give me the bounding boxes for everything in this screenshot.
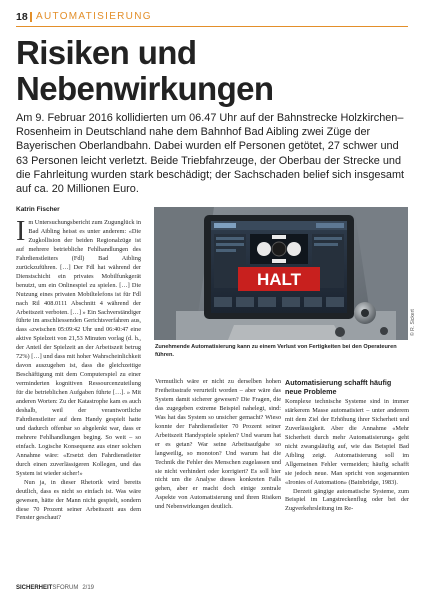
signal-light-icon — [272, 242, 286, 256]
body-paragraph: m Untersuchungsbericht zum Zugunglück in Bad Aibling heisst es unter anderem: «Die Zugkollision der beiden Regionalzüge ist auf mehrere betriebliche Fehlhandlungen des Fahrdienstleiters (Fdl) Bad Aibling zurückzuführen. […] Der Fdl hat während der Dienstschicht ein privates Mobilfunkgerät benutzt, um ein Onlinespiel zu spielen. […] Die Nutzung eines privaten Mobiltelefons ist für Fdl nach Ril 408.0111 Abschnitt 4 während der Arbeitszeit verboten. […] » Ein Sachverständiger führte im anschliessenden Gerichtsverfahren aus, dass «zwischen 05:09:42 Uhr und 06:40:47 eine aktive Spielzeit von 21,53 Minuten vorlag (d. h., der Anteil der Spielzeit an der Arbeitszeit betrug 72%) […] und dass mit hoher Wahrscheinlichkeit davon auszugehen ist, dass die gleichzeitige Beschäftigung mit dem Computerspiel zu einer verminderten kognitiven Ressourcenzuteilung für die betrieblichen Aufgaben führte […]. » Mit anderen Worten: Zu der Katastrophe kam es auch deshalb, weil der verantwortliche Fahrdienstleiter auf dem Handy gespielt hatte und dadurch offenbar so abgelenkt war, dass er mehrere Fehlhandlungen beging. So weit – so einfach. Logische Konsequenz aus einer solchen Annahme wäre: «Ersetzt den Fahrdienstleiter durch einen zuverlässigeren Kollegen, und das System ist wieder sicher!» — [16, 219, 141, 477]
page-number: 18 — [16, 11, 28, 23]
issue-number: 2/19 — [82, 585, 95, 591]
body-column-2 — [155, 378, 281, 512]
body-paragraph: Nun ja, in dieser Rhetorik wird bereits deutlich, dass es nicht so einfach ist. Was wäre gewesen, hätte der Mann nicht gespielt, sondern diese 70 Prozent seiner Arbeitszeit aus dem Fenster geschaut? — [16, 478, 141, 522]
article-title — [16, 35, 273, 107]
body-paragraph: Derzeit gängige automatische Systeme, zum Beispiel im Langstreckenflug oder bei der Zugverkehrsleitung im Re- — [285, 487, 409, 513]
halt-text: HALT — [256, 270, 302, 289]
body-paragraph: Vermutlich wäre er nicht zu derselben hohen Freiheitsstrafe verurteilt worden – aber wäre das System damit sicherer gewesen? Die Fragen, die das zugegeben extreme Beispiel nahelegt, sind: Was hat das System so unsicher gemacht? Wieso konnte der Fahrdienstleiter 70 Prozent seiner Arbeitszeit Handyspiele spielen? Und warum hat er es getan? War seine Arbeitsaufgabe so langweilig, so monoton? Und warum hat die Technik die Fehler des Menschen zugelassen und sie nicht verhindert oder korrigiert? Es soll hier nicht um die Analyse dieses konkreten Falls gehen, aber er macht doch einige zentrale Aspekte von Automatisierung und ihren Risiken und Nebenwirkungen deutlich. — [155, 378, 281, 511]
body-paragraph: Komplexe technische Systeme sind in immer stärkerem Masse automatisiert – unter anderem mit dem Ziel der Erhöhung ihrer Sicherheit und Zuverlässigkeit. Aber die Annahme «Mehr Sicherheit durch mehr Automatisierung» geht nicht zwangsläufig auf, wie das Beispiel Bad Aibling zeigt. Automatisierung soll im Allgemeinen Fehler vermeiden; häufig schafft sie jedoch neue. Man spricht von sogenannten «Ironies of Automation» (Bainbridge, 1983). — [285, 398, 409, 486]
control-panel-illustration — [154, 207, 408, 340]
title-line-1: Risiken und — [16, 34, 197, 71]
header-divider — [30, 12, 32, 22]
lead-paragraph: Am 9. Februar 2016 kollidierten um 06.47 Uhr auf der Bahnstrecke Holzkirchen–Rosenheim in Deutschland nahe dem Bahnhof Bad Aibling zwei Züge der Bayerischen Oberlandbahn. Dabei wurden elf Personen getötet, 27 schwer und 63 Personen leicht verletzt. Beide Triebfahrzeuge, der Oberbau der Strecke und die Fahrleitung wurden stark beschädigt; der Sachschaden belief sich insgesamt auf ca. 20 Millionen Euro. — [16, 112, 405, 196]
header-rule — [16, 26, 408, 27]
signal-light-icon — [287, 242, 301, 256]
footer — [16, 585, 94, 591]
article-photo — [154, 207, 408, 340]
signal-light-icon — [257, 242, 271, 256]
footer-brand-suffix: SFORUM — [52, 585, 79, 591]
drop-cap: I — [16, 216, 26, 247]
section-label: AUTOMATISIERUNG — [36, 11, 152, 22]
photo-credit: © R. Sickert — [410, 309, 416, 336]
photo-caption: Zunehmende Automatisierung kann zu einem Verlust von Fertigkeiten bei den Operateuren führen. — [155, 344, 397, 358]
body-column-1 — [16, 216, 141, 523]
author-name: Katrin Fischer — [16, 206, 60, 213]
subheading: Automatisierung schafft häufig neue Probleme — [285, 378, 392, 396]
title-line-2: Nebenwirkungen — [16, 70, 274, 107]
body-column-3 — [285, 378, 409, 514]
footer-brand: SICHERHEIT — [16, 585, 53, 591]
